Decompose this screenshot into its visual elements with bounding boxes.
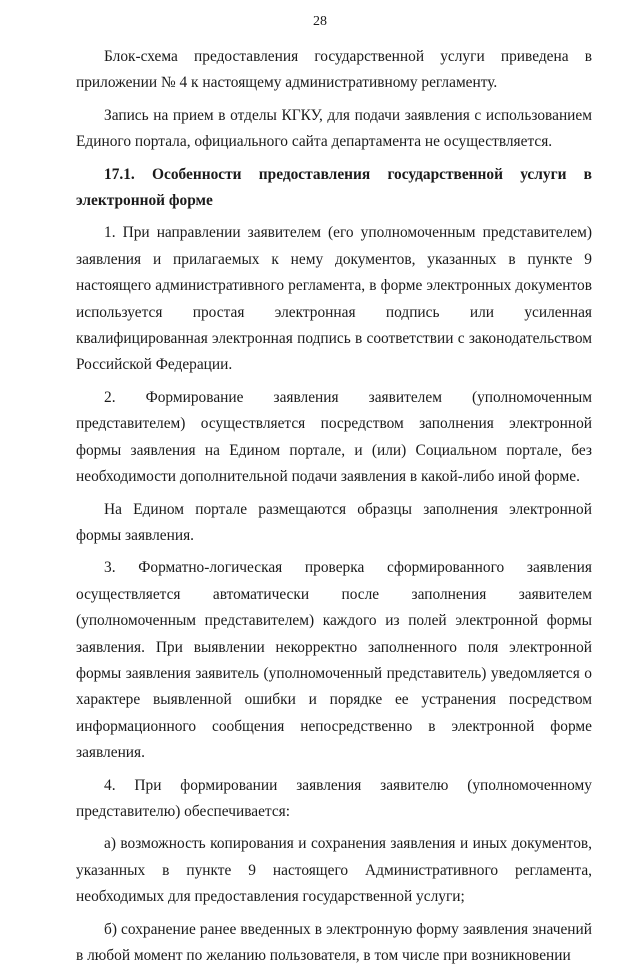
paragraph-block-scheme: Блок-схема предоставления государственной услуги приведена в приложении № 4 к настоящему административному регламенту.: [76, 48, 592, 92]
section-heading: 17.1. Особенности предоставления государственной услуги в электронной форме: [76, 165, 592, 210]
paragraph-item-4a: а) возможность копирования и сохранения заявления и иных документов, указанных в пункте 9 настоящего Административного регламента, необходимых для предоставления государственной услуги;: [76, 835, 592, 906]
paragraph-item-2: 2. Формирование заявления заявителем (уполномоченным представителем) осуществляется посредством заполнения электронной формы заявления на Едином портале, и (или) Социальном портале, без необходимости дополнительной подачи заявления в какой-либо иной форме.: [76, 388, 592, 486]
page-number: 28: [313, 14, 327, 29]
paragraph-item-4: 4. При формировании заявления заявителю (уполномоченному представителю) обеспечивается:: [76, 776, 592, 820]
paragraph-item-3: 3. Форматно-логическая проверка сформированного заявления осуществляется автоматически после заполнения заявителем (уполномоченным представителем) каждого из полей электронной формы заявления. При выявлении некорректно заполненного поля электронной формы заявления заявитель (уполномоченный представитель) уведомляется о характере выявленной ошибки и порядке ее устранения посредством информационного сообщения непосредственно в электронной форме заявления.: [76, 559, 592, 762]
paragraph-samples: На Едином портале размещаются образцы заполнения электронной формы заявления.: [76, 500, 592, 544]
paragraph-item-4b: б) сохранение ранее введенных в электронную форму заявления значений в любой момент по желанию пользователя, в том числе при возникновении: [76, 920, 592, 964]
paragraph-appointment: Запись на прием в отделы КГКУ, для подачи заявления с использованием Единого портала, официального сайта департамента не осуществляется.: [76, 106, 592, 151]
paragraph-item-1: 1. При направлении заявителем (его уполномоченным представителем) заявления и прилагаемых к нему документов, указанных в пункте 9 настоящего административного регламента, в форме электронных документов используется простая электронная подпись или усиленная квалифицированная электронная подпись в соответствии с законодательством Российской Федерации.: [76, 224, 592, 374]
document-body: [76, 44, 592, 969]
